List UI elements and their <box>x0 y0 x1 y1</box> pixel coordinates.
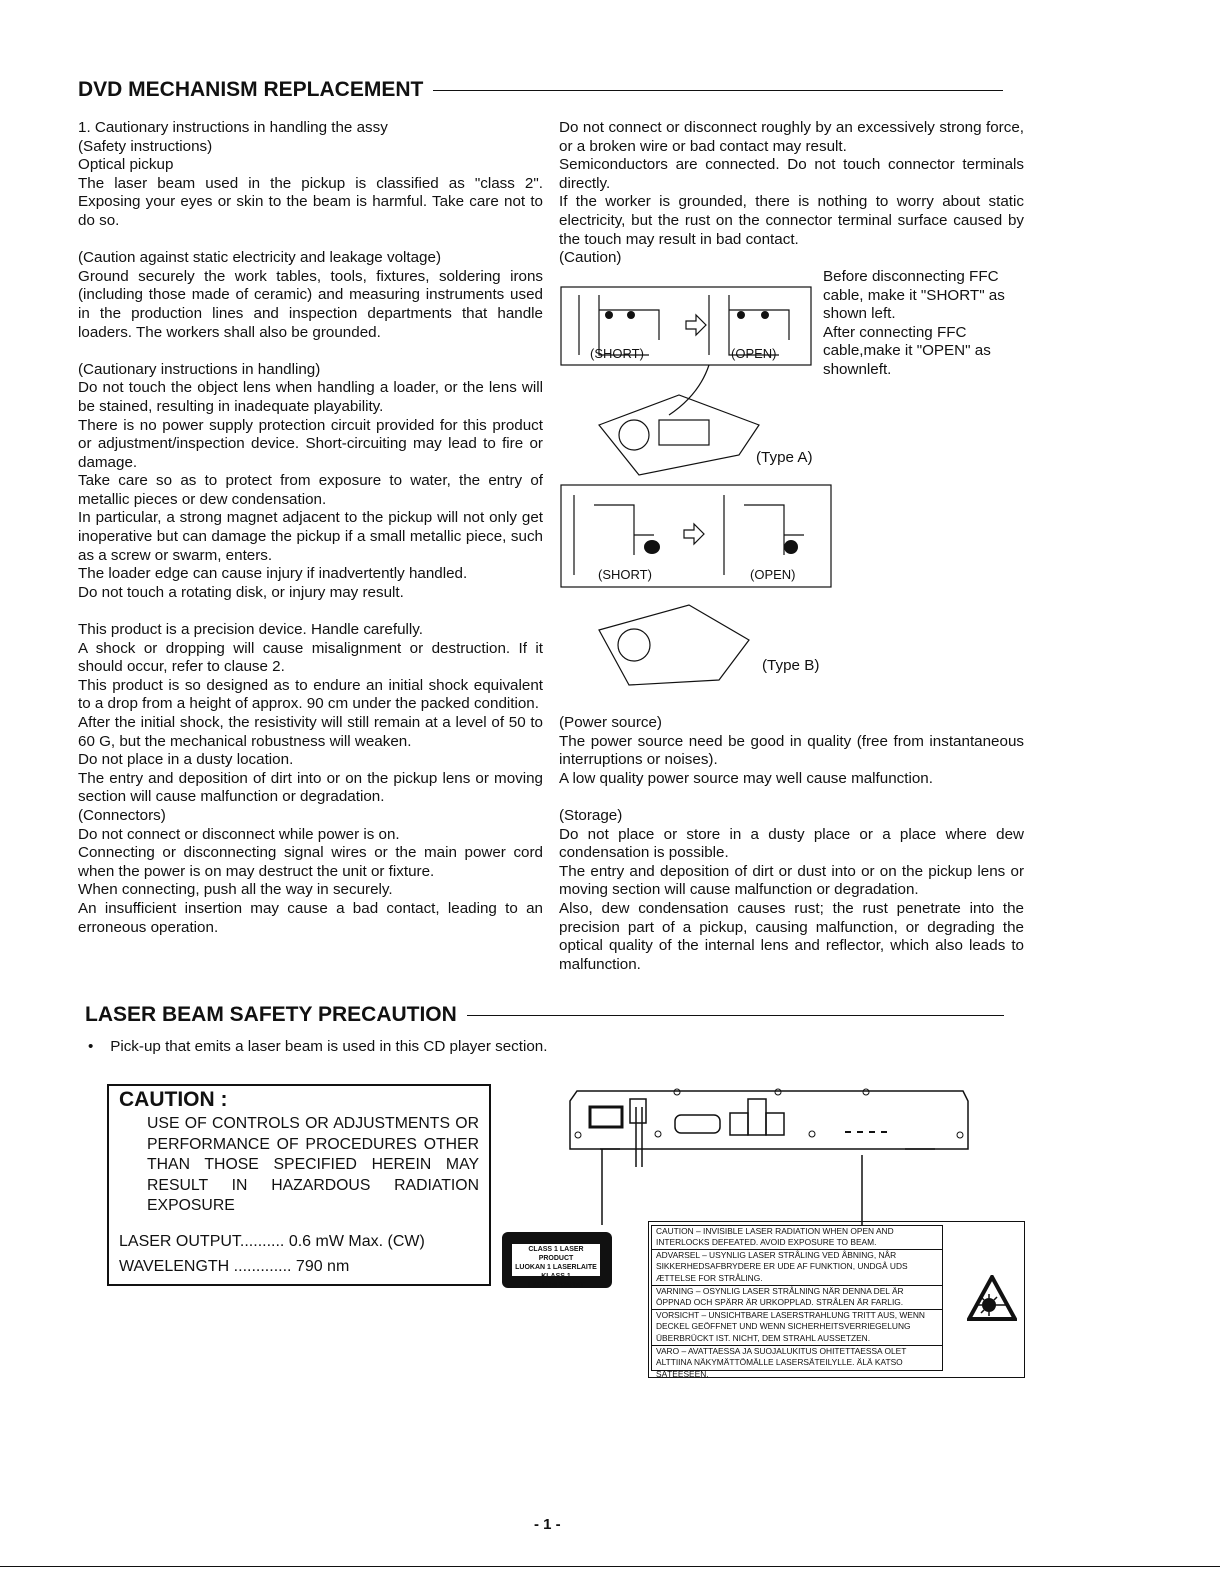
wavelength: WAVELENGTH ............. 790 nm <box>119 1258 350 1275</box>
ffc-note-line: Before disconnecting FFC <box>823 268 999 285</box>
arrow-icon <box>684 524 704 544</box>
caution-body: USE OF CONTROLS OR ADJUSTMENTS OR PERFORMANCE OF PROCEDURES OTHER THAN THOSE SPECIFIED HEREIN MAY RESULT IN HAZARDOUS RADIATION EXPOSURE <box>147 1115 479 1214</box>
heading-rule <box>467 1015 1004 1016</box>
paragraph: Do not connect or disconnect roughly by an excessively strong force, or a broken wire or bad contact may result. <box>559 119 1024 155</box>
paragraph: There is no power supply protection circuit provided for this product or adjustment/inspection device. Short-circuiting may lead to fire or damage. <box>78 416 543 471</box>
ffc-note-line: shownleft. <box>823 360 892 378</box>
warning-danish: ADVARSEL – USYNLIG LASER STRÅLING VED ÅBNING, NÅR SIKKERHEDSAFBRYDERE ER UDE AF FUNKTION, UNDGÅ UDS ÆTTELSE FOR STRÅLING. <box>651 1249 943 1286</box>
paragraph: (Caution against static electricity and leakage voltage) <box>78 249 442 267</box>
class-label-line: CLASS 1 LASER PRODUCT <box>528 1246 584 1262</box>
paragraph: The loader edge can cause injury if inadvertently handled. <box>78 565 468 583</box>
right-column-text-bottom <box>559 714 1024 974</box>
paragraph: (Caution) <box>559 249 622 267</box>
paragraph: The power source need be good in quality (free from instantaneous interruptions or noises). <box>559 732 1024 769</box>
heading-rule <box>433 90 1003 91</box>
short-label-b: (SHORT) <box>598 567 652 582</box>
short-label-a: (SHORT) <box>590 346 644 361</box>
caution-title: CAUTION : <box>119 1088 228 1111</box>
class-label-line: KLASS 1 LASERAPPARAT <box>527 1273 585 1289</box>
paragraph: Take care so as to protect from exposure to water, the entry of metallic pieces or dew condensation. <box>78 472 543 508</box>
page-number: - 1 - <box>534 1516 561 1533</box>
paragraph: The laser beam used in the pickup is classified as "class 2". Exposing your eyes or skin to the beam is harmful. Take care not to do so. <box>78 174 543 229</box>
paragraph: This product is so designed as to endure an initial shock equivalent to a drop from a height of approx. 90 cm under the packed condition. <box>78 676 543 713</box>
heading-text: DVD MECHANISM REPLACEMENT <box>78 78 424 101</box>
ffc-note-line: cable, make it "SHORT" as <box>823 286 1005 304</box>
ffc-note <box>823 268 1028 380</box>
paragraph: Semiconductors are connected. Do not touch connector terminals directly. <box>559 156 1024 192</box>
paragraph: If the worker is grounded, there is nothing to worry about static electricity, but the rust on the connector terminal surface caused by the touch may result in bad contact. <box>559 193 1024 248</box>
warning-swedish: VARNING – OSYNLIG LASER STRÅLNING NÄR DENNA DEL ÄR ÖPPNAD OCH SPÄRR ÄR URKOPPLAD. STRÅLEN ÄR FARLIG. <box>651 1285 943 1310</box>
paragraph: An insufficient insertion may cause a bad contact, leading to an erroneous operation. <box>78 899 543 936</box>
paragraph: The entry and deposition of dirt or dust into or on the pickup lens or moving section will cause malfunction or degradation. <box>559 862 1024 899</box>
class-1-laser-label <box>502 1232 612 1288</box>
ffc-note-line: shown left. <box>823 305 896 323</box>
paragraph: (Safety instructions) <box>78 137 213 155</box>
paragraph: Do not touch the object lens when handling a loader, or the lens will be stained, resulting in inadequate playability. <box>78 379 543 415</box>
paragraph: In particular, a strong magnet adjacent to the pickup will not only get inoperative but can damage the pickup if a small metallic piece, such as a screw or swarm, enters. <box>78 509 543 564</box>
paragraph: Do not connect or disconnect while power is on. <box>78 825 400 843</box>
type-b-label: (Type B) <box>762 657 820 674</box>
paragraph: Ground securely the work tables, tools, fixtures, soldering irons (including those made of ceramic) and measuring instruments used in the production lines and inspection departments that handle loaders. The workers shall also be grounded. <box>78 267 543 341</box>
arrow-icon <box>686 315 706 335</box>
paragraph: Optical pickup <box>78 156 174 174</box>
open-label-a: (OPEN) <box>731 346 777 361</box>
bullet-text: Pick-up that emits a laser beam is used in this CD player section. <box>110 1038 548 1055</box>
player-rear-panel-drawing <box>560 1085 980 1225</box>
heading-text: LASER BEAM SAFETY PRECAUTION <box>85 1003 457 1026</box>
laser-warning-label <box>648 1221 1025 1378</box>
paragraph: This product is a precision device. Handle carefully. <box>78 621 423 639</box>
laser-output: LASER OUTPUT.......... 0.6 mW Max. (CW) <box>119 1233 425 1250</box>
ffc-note-line: cable,make it "OPEN" as <box>823 342 991 360</box>
bottom-rule <box>0 1566 1220 1567</box>
paragraph: (Cautionary instructions in handling) <box>78 360 321 378</box>
paragraph: (Power source) <box>559 714 662 731</box>
paragraph: Connecting or disconnecting signal wires or the main power cord when the power is on may destruct the unit or fixture. <box>78 844 543 880</box>
paragraph: (Connectors) <box>78 806 166 824</box>
caution-box <box>107 1084 491 1286</box>
warning-finnish: VARO – AVATTAESSA JA SUOJALUKITUS OHITETTAESSA OLET ALTTIINA NÄKYMÄTTÖMÄLLE LASERSÄTEILYLLE. ÄLÄ KATSO SÄTEESEEN. <box>651 1345 943 1371</box>
paragraph: (Storage) <box>559 806 623 824</box>
section-heading-dvd-mechanism <box>78 78 1003 102</box>
paragraph: Do not place in a dusty location. <box>78 751 294 769</box>
laser-hazard-icon <box>967 1275 1017 1321</box>
paragraph: A low quality power source may well cause malfunction. <box>559 769 933 787</box>
right-column-text-top <box>559 119 1024 268</box>
paragraph: Do not touch a rotating disk, or injury may result. <box>78 583 404 601</box>
ffc-note-line: After connecting FFC <box>823 323 967 341</box>
left-column-text <box>78 119 543 937</box>
paragraph: A shock or dropping will cause misalignment or destruction. If it should occur, refer to clause 2. <box>78 639 543 676</box>
paragraph: When connecting, push all the way in securely. <box>78 881 393 899</box>
open-label-b: (OPEN) <box>750 567 796 582</box>
paragraph: The entry and deposition of dirt into or on the pickup lens or moving section will cause malfunction or degradation. <box>78 769 543 806</box>
paragraph: After the initial shock, the resistivity will still remain at a level of 50 to 60 G, but the mechanical robustness will weaken. <box>78 714 543 750</box>
paragraph: 1. Cautionary instructions in handling the assy <box>78 119 388 136</box>
warning-german: VORSICHT – UNSICHTBARE LASERSTRAHLUNG TRITT AUS, WENN DECKEL GEÖFFNET UND WENN SICHERHEITSVERRIEGELUNG ÜBERBRÜCKT IST. NICHT, DEM STRAHL AUSSETZEN. <box>651 1309 943 1346</box>
paragraph: Also, dew condensation causes rust; the rust penetrate into the precision part of a pickup, causing malfunction, or degrading the optical quality of the internal lens and reflector, which also leads to malfunction. <box>559 899 1024 973</box>
class-label-line: LUOKAN 1 LASERLAITE <box>515 1264 597 1271</box>
warning-english: CAUTION – INVISIBLE LASER RADIATION WHEN OPEN AND INTERLOCKS DEFEATED. AVOID EXPOSURE TO BEAM. <box>651 1225 943 1250</box>
bullet-item: • Pick-up that emits a laser beam is used in this CD player section. <box>88 1038 548 1055</box>
type-a-label: (Type A) <box>756 449 813 466</box>
paragraph: Do not place or store in a dusty place or a place where dew condensation is possible. <box>559 825 1024 862</box>
section-heading-laser-safety <box>85 1003 1004 1027</box>
